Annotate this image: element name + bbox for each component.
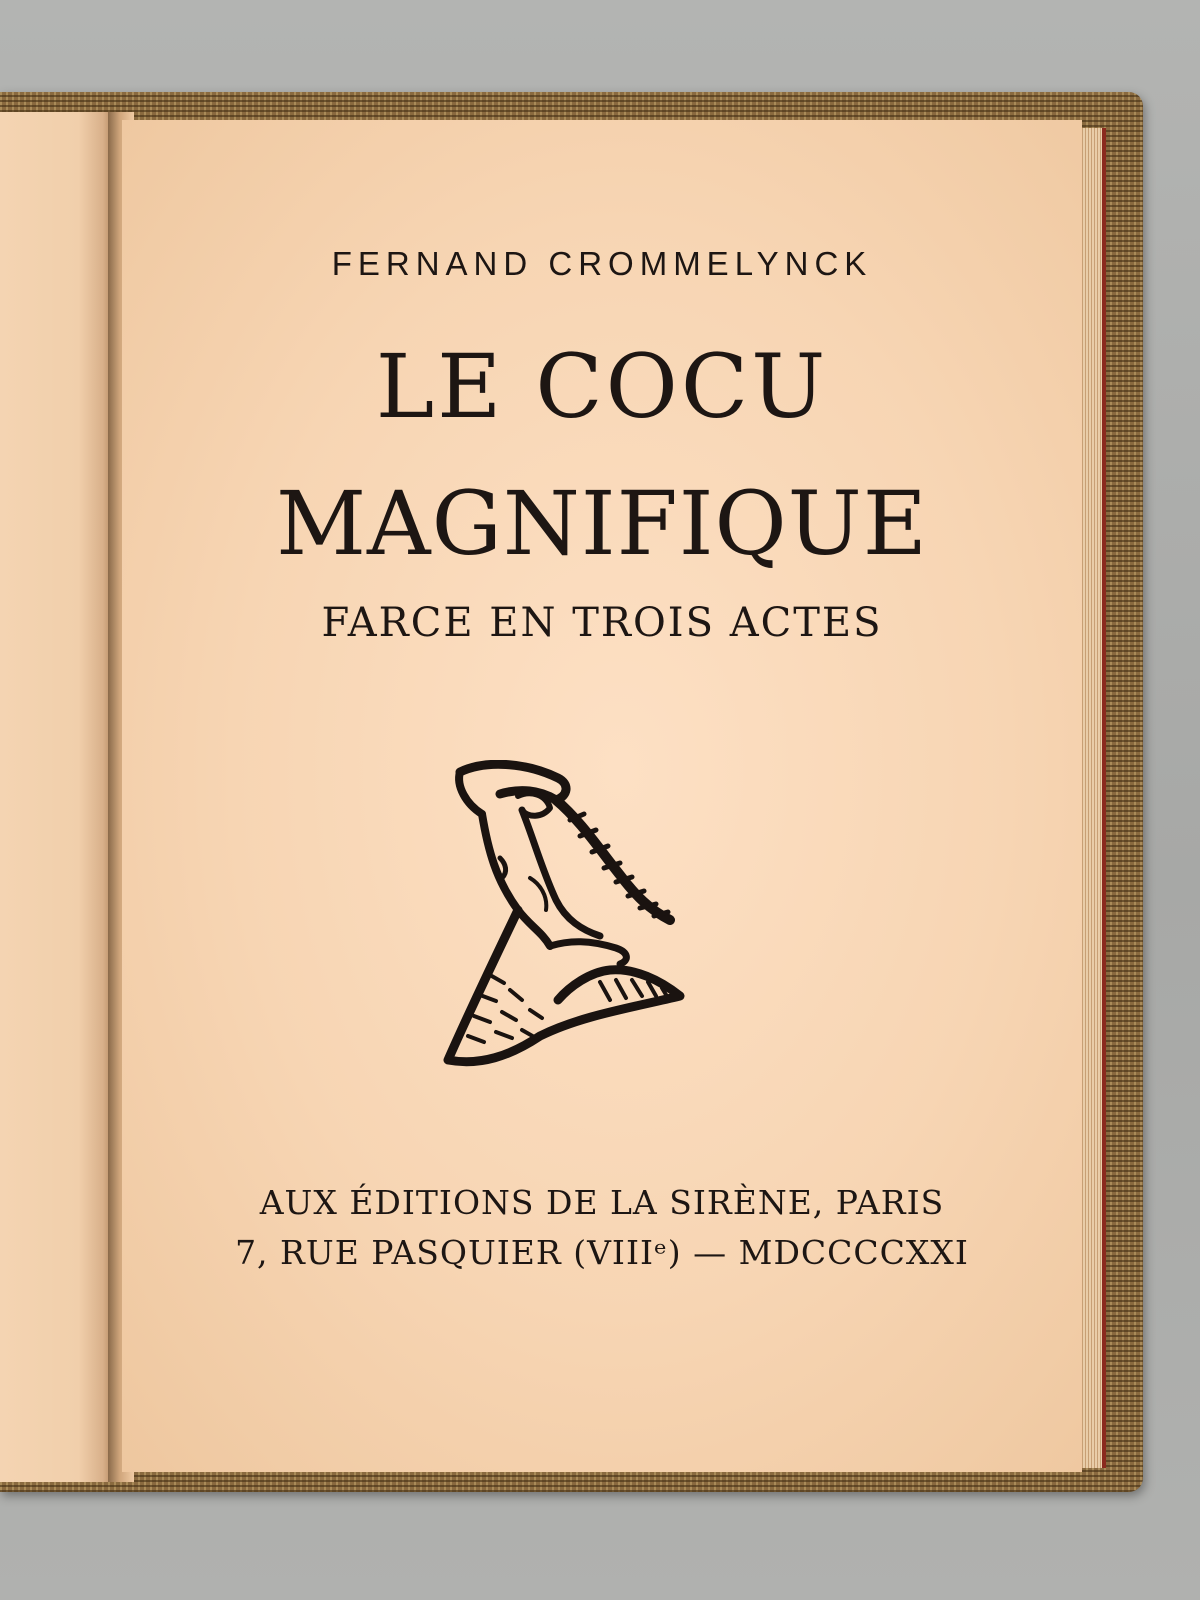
author-name: FERNAND CROMMELYNCK xyxy=(331,245,873,282)
title-line-2: MAGNIFIQUE xyxy=(275,472,929,575)
left-page xyxy=(0,112,112,1482)
publisher-line: AUX ÉDITIONS DE LA SIRÈNE, PARIS xyxy=(259,1183,945,1222)
title-line-1: LE COCU xyxy=(375,335,829,438)
mermaid-woodcut-icon xyxy=(430,760,700,1080)
address-date-line: 7, RUE PASQUIER (VIIIᵉ) — MDCCCCXXI xyxy=(235,1233,969,1272)
subtitle: FARCE EN TROIS ACTES xyxy=(321,600,883,646)
page-edges xyxy=(1080,128,1106,1468)
